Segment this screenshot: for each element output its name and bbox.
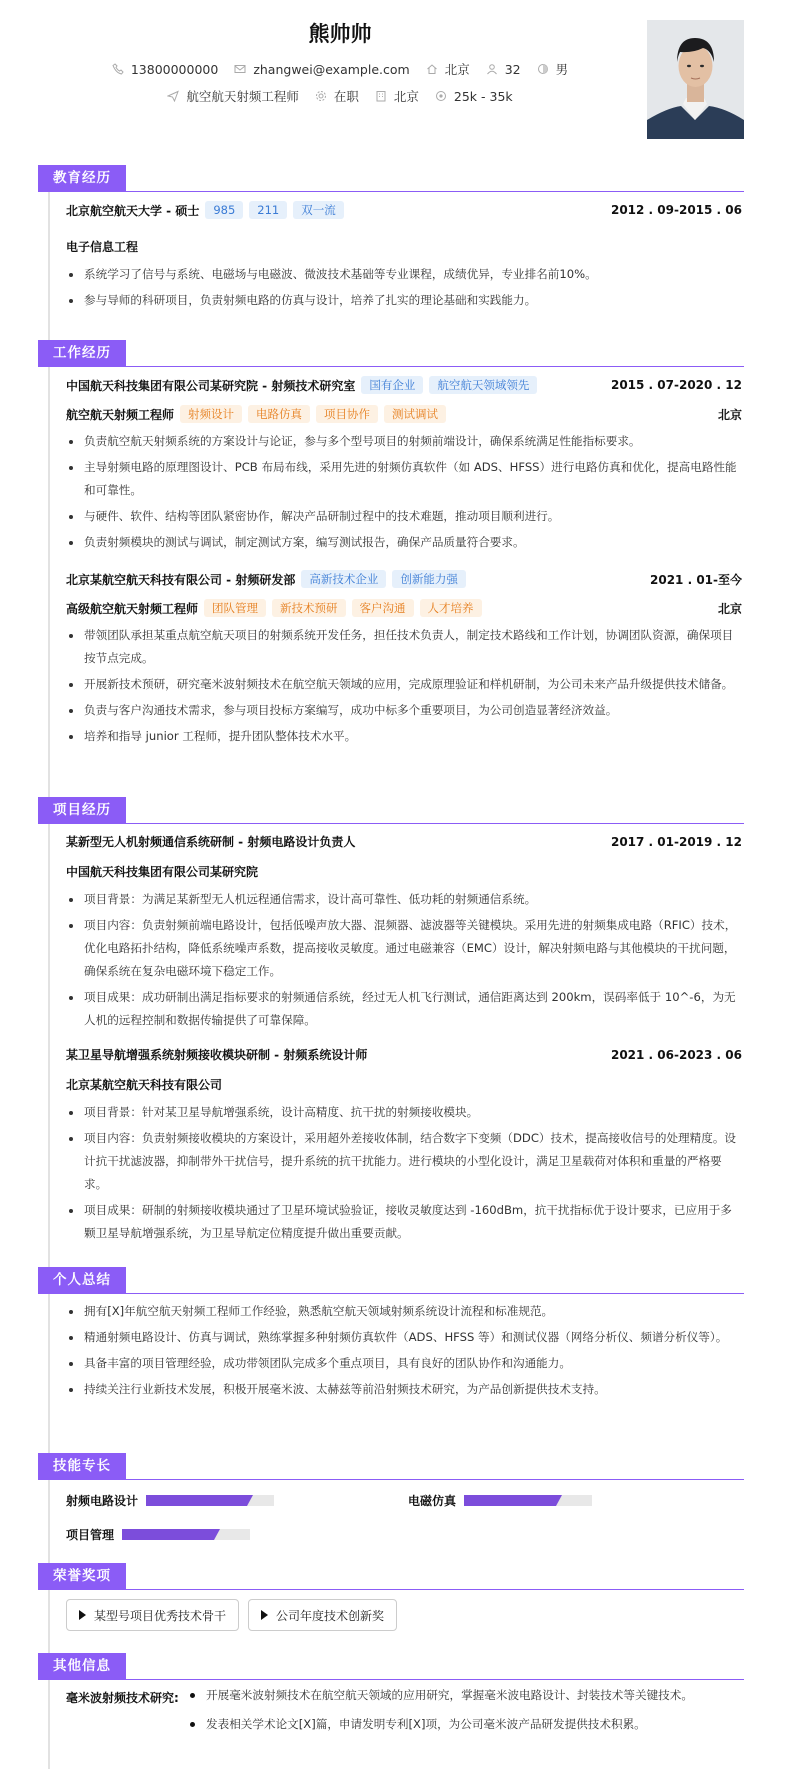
list-item: 开展毫米波射频技术在航空航天领域的应用研究，掌握毫米波电路设计、封装技术等关键技术。 xyxy=(188,1684,742,1707)
list-item: 培养和指导 junior 工程师，提升团队整体技术水平。 xyxy=(66,725,742,748)
timeline-line xyxy=(48,168,50,1769)
list-item: 精通射频电路设计、仿真与调试，熟练掌握多种射频仿真软件（ADS、HFSS 等）和测试仪器（网络分析仪、频谱分析仪等）。 xyxy=(66,1326,742,1349)
gear-icon xyxy=(315,90,327,102)
job-company-row xyxy=(66,570,742,588)
phone-text: 13800000000 xyxy=(130,61,219,77)
list-item: 参与导师的科研项目，负责射频电路的仿真与设计，培养了扎实的理论基础和实践能力。 xyxy=(66,289,742,312)
job-row xyxy=(0,87,680,105)
list-item: 负责与客户沟通技术需求，参与项目投标方案编写，成功中标多个重要项目，为公司创造显著经济效益。 xyxy=(66,699,742,722)
education-period: 2012 . 09-2015 . 06 xyxy=(610,203,742,217)
status-item xyxy=(315,87,359,105)
job-bullets xyxy=(66,430,742,557)
skill-item xyxy=(408,1492,592,1509)
education-row xyxy=(66,201,742,219)
job-location: 北京 xyxy=(717,601,742,616)
section-title: 其他信息 xyxy=(38,1653,126,1679)
gender-icon xyxy=(537,63,549,75)
list-item: 负责航空航天射频系统的方案设计与论证，参与多个型号项目的射频前端设计，确保系统满足性能指标要求。 xyxy=(66,430,742,453)
section-divider xyxy=(38,366,744,367)
major: 电子信息工程 xyxy=(66,240,139,254)
section-title: 个人总结 xyxy=(38,1267,126,1293)
send-icon xyxy=(167,90,179,102)
role-name: 高级航空航天射频工程师 xyxy=(66,601,199,616)
section-divider xyxy=(38,1589,744,1590)
target-city-text: 北京 xyxy=(393,89,419,104)
award-label: 某型号项目优秀技术骨干 xyxy=(94,1608,227,1623)
home-icon xyxy=(426,63,438,75)
list-item: 发表相关学术论文[X]篇，申请发明专利[X]项，为公司毫米波产品研发提供技术积累。 xyxy=(188,1713,742,1736)
list-item: 开展新技术预研，研究毫米波射频技术在航空航天领域的应用，完成原理验证和样机研制，为公司未来产品升级提供技术储备。 xyxy=(66,673,742,696)
list-item: 项目背景：针对某卫星导航增强系统，设计高精度、抗干扰的射频接收模块。 xyxy=(66,1101,742,1124)
skill-fill xyxy=(122,1529,214,1540)
tag: 团队管理 xyxy=(204,599,266,617)
city-item xyxy=(426,60,470,78)
list-item: 拥有[X]年航空航天射频工程师工作经验，熟悉航空航天领域射频系统设计流程和标准规范。 xyxy=(66,1300,742,1323)
list-item: 主导射频电路的原理图设计、PCB 布局布线，采用先进的射频仿真软件（如 ADS、HFSS）进行电路仿真和优化，提高电路性能和可靠性。 xyxy=(66,456,742,502)
age-text: 32 xyxy=(504,61,521,77)
project-row xyxy=(66,833,742,850)
project-org: 中国航天科技集团有限公司某研究院 xyxy=(66,865,259,879)
salary-item xyxy=(435,89,513,104)
section-title: 项目经历 xyxy=(38,797,126,823)
job-role-row xyxy=(66,405,742,423)
tag: 航空航天领域领先 xyxy=(429,376,537,394)
email-text[interactable]: zhangwei@example.com xyxy=(253,61,410,77)
section-title: 教育经历 xyxy=(38,165,126,191)
job-title-text: 航空航天射频工程师 xyxy=(186,89,299,104)
list-item: 项目内容：负责射频前端电路设计，包括低噪声放大器、混频器、滤波器等关键模块。采用先进的射频集成电路（RFIC）技术，优化电路拓扑结构，降低系统噪声系数，提高接收灵敏度。通过电磁兼容（EMC）设计，解决射频电路与其他模块的干扰问题，确保系统在复杂电磁环境下稳定工作。 xyxy=(66,914,742,983)
skill-bar xyxy=(146,1495,274,1506)
award-chip[interactable] xyxy=(248,1599,397,1631)
project-org: 北京某航空航天科技有限公司 xyxy=(66,1078,223,1092)
tag: 985 xyxy=(205,201,243,219)
education-bullets xyxy=(66,263,742,315)
section-title: 技能专长 xyxy=(38,1453,126,1479)
company-name: 北京某航空航天科技有限公司 - 射频研发部 xyxy=(66,572,296,587)
list-item: 项目内容：负责射频接收模块的方案设计，采用超外差接收体制，结合数字下变频（DDC）技术，提高接收信号的处理精度。设计抗干扰滤波器，抑制带外干扰信号，提升系统的抗干扰能力。进行模块的小型化设计，满足卫星载荷对体积和重量的严格要求。 xyxy=(66,1127,742,1196)
list-item: 系统学习了信号与系统、电磁场与电磁波、微波技术基础等专业课程，成绩优异，专业排名前10%。 xyxy=(66,263,742,286)
section-divider xyxy=(38,1293,744,1294)
list-item: 具备丰富的项目管理经验，成功带领团队完成多个重点项目，具有良好的团队协作和沟通能力。 xyxy=(66,1352,742,1375)
gender-item xyxy=(537,60,569,78)
other-bullets xyxy=(188,1684,742,1742)
coin-icon xyxy=(435,90,447,102)
section-divider xyxy=(38,823,744,824)
project-period: 2021 . 06-2023 . 06 xyxy=(610,1047,742,1062)
phone-icon xyxy=(112,63,124,75)
company-name: 中国航天科技集团有限公司某研究院 - 射频技术研究室 xyxy=(66,378,356,393)
section-divider xyxy=(38,1679,744,1680)
section-header xyxy=(38,1563,744,1591)
skill-name: 射频电路设计 xyxy=(66,1494,139,1508)
contact-row xyxy=(0,60,680,78)
age-item xyxy=(486,62,521,77)
tag: 双一流 xyxy=(293,201,344,219)
target-city-item xyxy=(375,87,419,105)
skill-item xyxy=(66,1492,274,1509)
project-row xyxy=(66,1046,742,1063)
list-item: 项目成果：成功研制出满足指标要求的射频通信系统，经过无人机飞行测试，通信距离达到 200km，误码率低于 10^-6，为无人机的远程控制和数据传输提供了可靠保障。 xyxy=(66,986,742,1032)
job-period: 2015 . 07-2020 . 12 xyxy=(610,378,742,392)
user-icon xyxy=(486,63,498,75)
skill-item xyxy=(66,1526,250,1543)
tag: 射频设计 xyxy=(180,405,242,423)
building-icon xyxy=(375,90,387,102)
section-header xyxy=(38,797,744,825)
role-name: 航空航天射频工程师 xyxy=(66,407,175,422)
other-label: 毫米波射频技术研究: xyxy=(66,1691,179,1705)
job-title-item xyxy=(167,87,299,105)
profile-photo xyxy=(647,20,744,139)
phone-item xyxy=(112,62,218,77)
project-period: 2017 . 01-2019 . 12 xyxy=(610,834,742,849)
mail-icon xyxy=(234,63,246,75)
job-role-row xyxy=(66,599,742,617)
play-icon xyxy=(261,1610,268,1620)
list-item: 带领团队承担某重点航空航天项目的射频系统开发任务，担任技术负责人，制定技术路线和工作计划，协调团队资源，确保项目按节点完成。 xyxy=(66,624,742,670)
honors-list xyxy=(66,1599,766,1631)
tag: 项目协作 xyxy=(316,405,378,423)
project-name: 某新型无人机射频通信系统研制 - 射频电路设计负责人 xyxy=(66,835,356,849)
tag: 创新能力强 xyxy=(392,570,466,588)
tag: 高新技术企业 xyxy=(301,570,386,588)
tag: 测试调试 xyxy=(384,405,446,423)
section-header xyxy=(38,1267,744,1295)
skill-name: 电磁仿真 xyxy=(408,1494,457,1508)
section-title: 工作经历 xyxy=(38,340,126,366)
job-bullets xyxy=(66,624,742,751)
tag: 211 xyxy=(249,201,287,219)
tag: 国有企业 xyxy=(361,376,423,394)
tag: 客户沟通 xyxy=(352,599,414,617)
list-item: 与硬件、软件、结构等团队紧密协作，解决产品研制过程中的技术难题，推动项目顺利进行。 xyxy=(66,505,742,528)
section-header xyxy=(38,1653,744,1681)
gender-text: 男 xyxy=(555,62,569,77)
job-location: 北京 xyxy=(717,407,742,422)
section-header xyxy=(38,340,744,368)
skill-name: 项目管理 xyxy=(66,1528,115,1542)
list-item: 项目背景：为满足某新型无人机远程通信需求，设计高可靠性、低功耗的射频通信系统。 xyxy=(66,888,742,911)
list-item: 持续关注行业新技术发展，积极开展毫米波、太赫兹等前沿射频技术研究，为产品创新提供技术支持。 xyxy=(66,1378,742,1401)
list-item: 负责射频模块的测试与调试，制定测试方案，编写测试报告，确保产品质量符合要求。 xyxy=(66,531,742,554)
tag: 电路仿真 xyxy=(248,405,310,423)
skill-fill xyxy=(146,1495,247,1506)
section-header xyxy=(38,1453,744,1481)
tag: 人才培养 xyxy=(420,599,482,617)
section-divider xyxy=(38,191,744,192)
salary-text: 25k - 35k xyxy=(453,88,513,104)
skill-fill xyxy=(464,1495,556,1506)
tag: 新技术预研 xyxy=(272,599,346,617)
section-header xyxy=(38,165,744,193)
candidate-name: 熊帅帅 xyxy=(308,22,372,46)
job-period: 2021 . 01-至今 xyxy=(650,572,742,587)
award-label: 公司年度技术创新奖 xyxy=(276,1608,385,1623)
job-company-row xyxy=(66,376,742,394)
summary-bullets xyxy=(66,1300,742,1404)
award-chip[interactable] xyxy=(66,1599,239,1631)
section-title: 荣誉奖项 xyxy=(38,1563,126,1589)
skill-bar xyxy=(122,1529,250,1540)
resume-header xyxy=(0,0,794,150)
status-text: 在职 xyxy=(333,89,359,104)
play-icon xyxy=(79,1610,86,1620)
list-item: 项目成果：研制的射频接收模块通过了卫星环境试验验证，接收灵敏度达到 -160dBm，抗干扰指标优于设计要求，已应用于多颗卫星导航增强系统，为卫星导航定位精度提升做出重要贡献。 xyxy=(66,1199,742,1245)
project-name: 某卫星导航增强系统射频接收模块研制 - 射频系统设计师 xyxy=(66,1048,368,1062)
project-bullets xyxy=(66,888,742,1035)
email-item xyxy=(234,62,409,77)
school-name: 北京航空航天大学 - 硕士 xyxy=(66,203,200,218)
project-bullets xyxy=(66,1101,742,1248)
skill-bar xyxy=(464,1495,592,1506)
city-text: 北京 xyxy=(444,62,470,77)
section-divider xyxy=(38,1479,744,1480)
